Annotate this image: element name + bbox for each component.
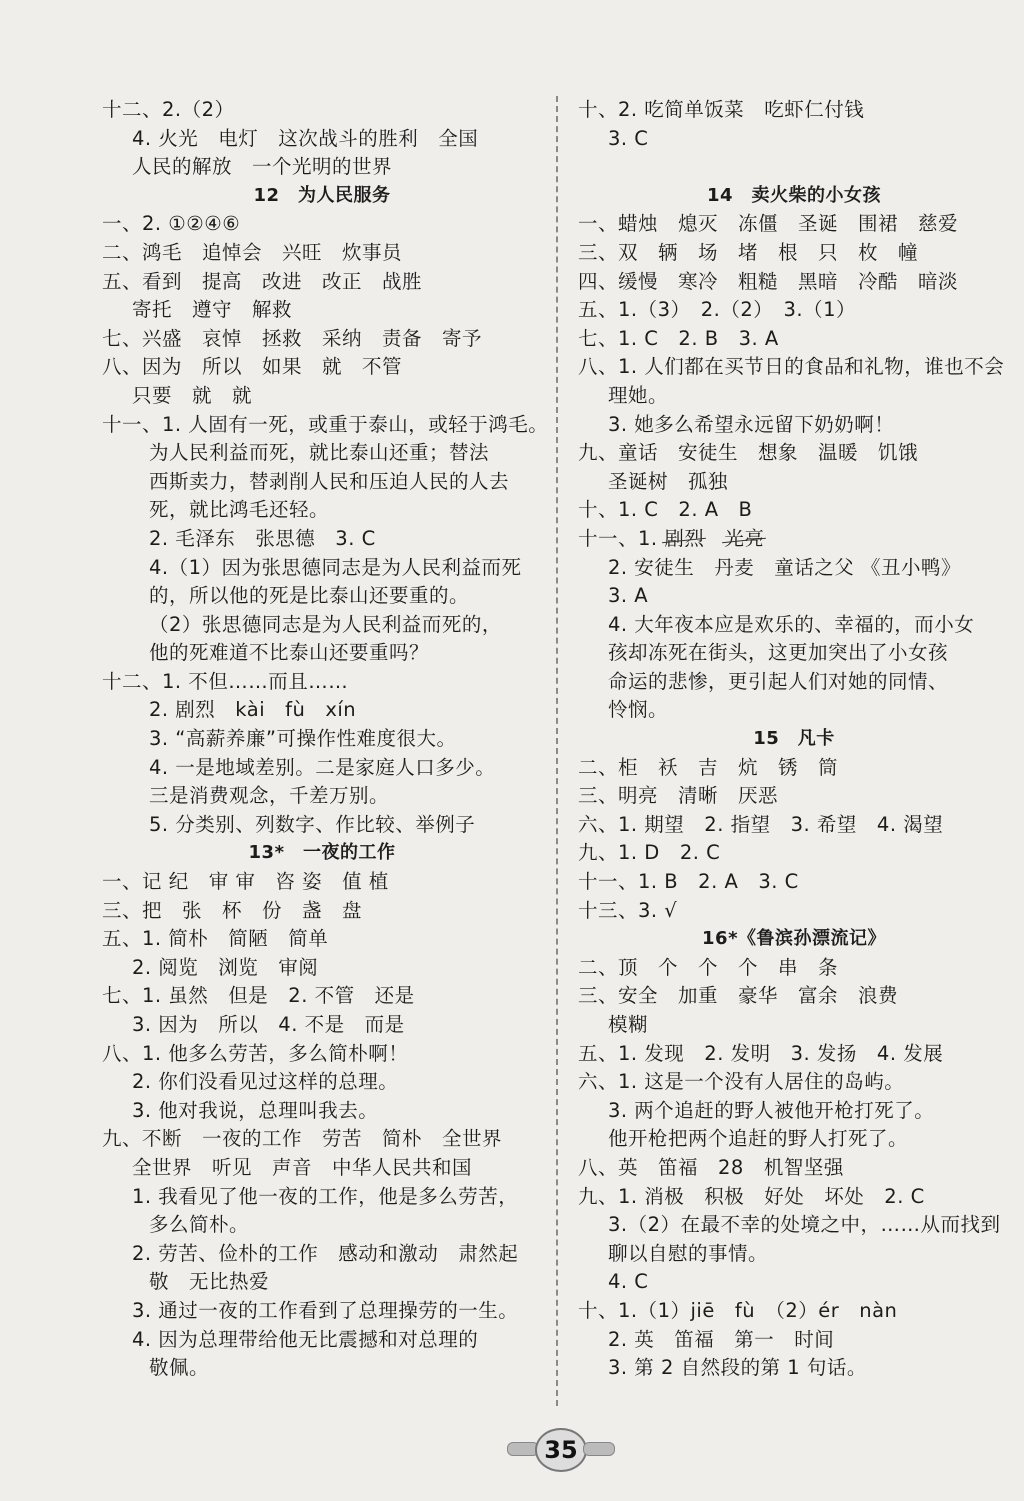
answer-line: 三是消费观念，千差万别。	[149, 784, 390, 808]
answer-line: 2. 你们没看见过这样的总理。	[132, 1070, 399, 1094]
struck-word: 剧烈	[664, 525, 704, 554]
answer-line: 3. C	[608, 126, 649, 150]
answer-line: 八、1. 他多么劳苦，多么简朴啊！	[102, 1041, 409, 1065]
answer-line: 十、1. C 2. A B	[578, 498, 753, 522]
answer-line: 五、1. 发现 2. 发明 3. 发扬 4. 发展	[578, 1041, 944, 1065]
answer-line: 理她。	[608, 383, 669, 407]
answer-line: 五、1.（3） 2.（2） 3.（1）	[578, 298, 857, 322]
answer-line: 5. 分类别、列数字、作比较、举例子	[149, 812, 476, 836]
answer-line: 3. 因为 所以 4. 不是 而是	[132, 1013, 405, 1036]
answer-line: 二、鸿毛 追悼会 兴旺 炊事员	[102, 240, 403, 264]
answer-line: 西斯卖力，替剥削人民和压迫人民的人去	[149, 469, 510, 493]
answer-line: 2. 安徒生 丹麦 童话之父 《丑小鸭》	[608, 555, 962, 579]
answer-line: 全世界 听见 声音 中华人民共和国	[132, 1155, 473, 1179]
answer-line: 3. 通过一夜的工作看到了总理操劳的一生。	[132, 1298, 519, 1322]
answer-line: 聊以自慰的事情。	[608, 1241, 769, 1265]
answer-line: 2. 毛泽东 张思德 3. C	[149, 526, 376, 550]
answer-line: 3.（2）在最不幸的处境之中，……从而找到	[608, 1213, 1001, 1237]
answer-line: 十三、3. √	[578, 898, 678, 922]
answer-line: 四、缓慢 寒冷 粗糙 黑暗 冷酷 暗淡	[578, 269, 959, 293]
answer-line: 为人民利益而死，就比泰山还重；替法	[149, 441, 490, 465]
answer-line: 八、因为 所以 如果 就 不管	[102, 355, 403, 379]
answer-line: 七、兴盛 哀悼 拯救 采纳 责备 寄予	[102, 326, 483, 350]
answer-line: 九、1. 消极 积极 好处 坏处 2. C	[578, 1184, 925, 1208]
answer-line: 2. 阅览 浏览 审阅	[132, 955, 319, 979]
answer-line: 3. 两个追赶的野人被他开枪打死了。	[608, 1098, 935, 1122]
answer-line: 十、2. 吃简单饭菜 吃虾仁付钱	[578, 98, 865, 121]
answer-line: 十一、1. 剧烈 光亮	[578, 525, 1010, 554]
answer-line: 七、1. 虽然 但是 2. 不管 还是	[102, 984, 415, 1008]
answer-line: （2）张思德同志是为人民利益而死的，	[149, 612, 502, 636]
section-title: 12 为人民服务	[253, 184, 391, 206]
page-number: 35	[535, 1428, 587, 1472]
section-title: 13* 一夜的工作	[248, 842, 396, 864]
answer-line: 3. “高薪养廉”可操作性难度很大。	[149, 727, 457, 751]
answer-line: 2. 英 笛福 第一 时间	[608, 1327, 835, 1351]
answer-line: 一、2. ①②④⑥	[102, 212, 241, 236]
answer-line: 圣诞树 孤独	[608, 469, 729, 493]
answer-line: 十一、1. 人固有一死，或重于泰山，或轻于鸿毛。	[102, 412, 549, 436]
answer-line: 十二、2.（2）	[102, 98, 235, 121]
answer-line: 他的死难道不比泰山还要重吗？	[149, 641, 430, 665]
answer-line: 九、童话 安徒生 想象 温暖 饥饿	[578, 441, 919, 465]
spacer	[578, 153, 1010, 182]
answer-line: 十二、1. 不但……而且……	[102, 669, 349, 693]
answer-line: 一、记 纪 审 审 咨 姿 值 植	[102, 870, 389, 894]
answer-line: 五、1. 简朴 简陋 简单	[102, 927, 329, 951]
answer-line: 九、不断 一夜的工作 劳苦 简朴 全世界	[102, 1127, 503, 1151]
answer-line: 4.（1）因为张思德同志是为人民利益而死	[149, 555, 522, 579]
answer-line: 八、英 笛福 28 机智坚强	[578, 1155, 844, 1179]
answer-line: 多么简朴。	[149, 1213, 250, 1237]
answer-line: 九、1. D 2. C	[578, 841, 721, 865]
answer-line: 五、看到 提高 改进 改正 战胜	[102, 269, 423, 293]
answer-line: 3. 她多么希望永远留下奶奶啊！	[608, 412, 895, 436]
answer-line: 三、明亮 清晰 厌恶	[578, 784, 779, 808]
answer-line: 三、双 辆 场 堵 根 只 枚 幢	[578, 240, 919, 264]
answer-line: 4. 因为总理带给他无比震撼和对总理的	[132, 1327, 479, 1351]
answer-line: 怜悯。	[608, 698, 669, 722]
answer-line: 4. 大年夜本应是欢乐的、幸福的，而小女	[608, 612, 975, 636]
right-column	[578, 96, 1010, 1383]
answer-line: 3. 第 2 自然段的第 1 句话。	[608, 1356, 867, 1380]
answer-line: 4. 火光 电灯 这次战斗的胜利 全国	[132, 126, 479, 150]
column-divider	[556, 96, 558, 1406]
answer-line: 六、1. 这是一个没有人居住的岛屿。	[578, 1070, 905, 1094]
answer-line: 敬佩。	[149, 1356, 210, 1380]
answer-line: 3. 他对我说，总理叫我去。	[132, 1098, 379, 1122]
answer-line: 模糊	[608, 1013, 649, 1036]
answer-line: 4. C	[608, 1270, 649, 1294]
answer-line: 的，所以他的死是比泰山还要重的。	[149, 584, 470, 608]
answer-line: 4. 一是地域差别。二是家庭人口多少。	[149, 755, 496, 779]
answer-line: 七、1. C 2. B 3. A	[578, 326, 779, 350]
answer-line: 命运的悲惨，更引起人们对她的同情、	[608, 669, 949, 693]
answer-line: 敬 无比热爱	[149, 1270, 270, 1294]
page-number-badge	[505, 1420, 615, 1480]
struck-word: 光亮	[724, 525, 764, 554]
left-column	[102, 96, 549, 1383]
answer-line: 六、1. 期望 2. 指望 3. 希望 4. 渴望	[578, 812, 944, 836]
answer-line: 2. 劳苦、俭朴的工作 感动和激动 肃然起	[132, 1241, 519, 1265]
answer-line: 1. 我看见了他一夜的工作，他是多么劳苦，	[132, 1184, 519, 1208]
answer-line: 他开枪把两个追赶的野人打死了。	[608, 1127, 909, 1151]
section-title: 14 卖火柴的小女孩	[706, 184, 882, 206]
answer-line: 孩却冻死在街头，这更加突出了小女孩	[608, 641, 949, 665]
answer-line: 只要 就 就	[132, 383, 253, 407]
answer-line: 2. 剧烈 kài fù xín	[149, 698, 357, 722]
section-title: 15 凡卡	[753, 728, 835, 750]
section-title: 16*《鲁滨孙漂流记》	[702, 928, 886, 950]
answer-line: 二、顶 个 个 个 串 条	[578, 955, 839, 979]
answer-line: 三、把 张 杯 份 盏 盘	[102, 898, 363, 922]
answer-line: 3. A	[608, 584, 649, 608]
answer-line: 三、安全 加重 豪华 富余 浪费	[578, 984, 899, 1008]
answer-line: 八、1. 人们都在买节日的食品和礼物，谁也不会	[578, 355, 1005, 379]
answer-line: 死，就比鸿毛还轻。	[149, 498, 330, 522]
answer-line: 一、蜡烛 熄灭 冻僵 圣诞 围裙 慈爱	[578, 212, 959, 236]
answer-line: 二、柜 袄 吉 炕 锈 筒	[578, 755, 839, 779]
ornament-right	[583, 1442, 615, 1456]
answer-line: 十、1.（1）jiē fù （2）ér nàn	[578, 1298, 898, 1322]
answer-line: 寄托 遵守 解救	[132, 298, 293, 322]
answer-line: 人民的解放 一个光明的世界	[132, 155, 393, 179]
answer-line: 十一、1. B 2. A 3. C	[578, 870, 799, 894]
